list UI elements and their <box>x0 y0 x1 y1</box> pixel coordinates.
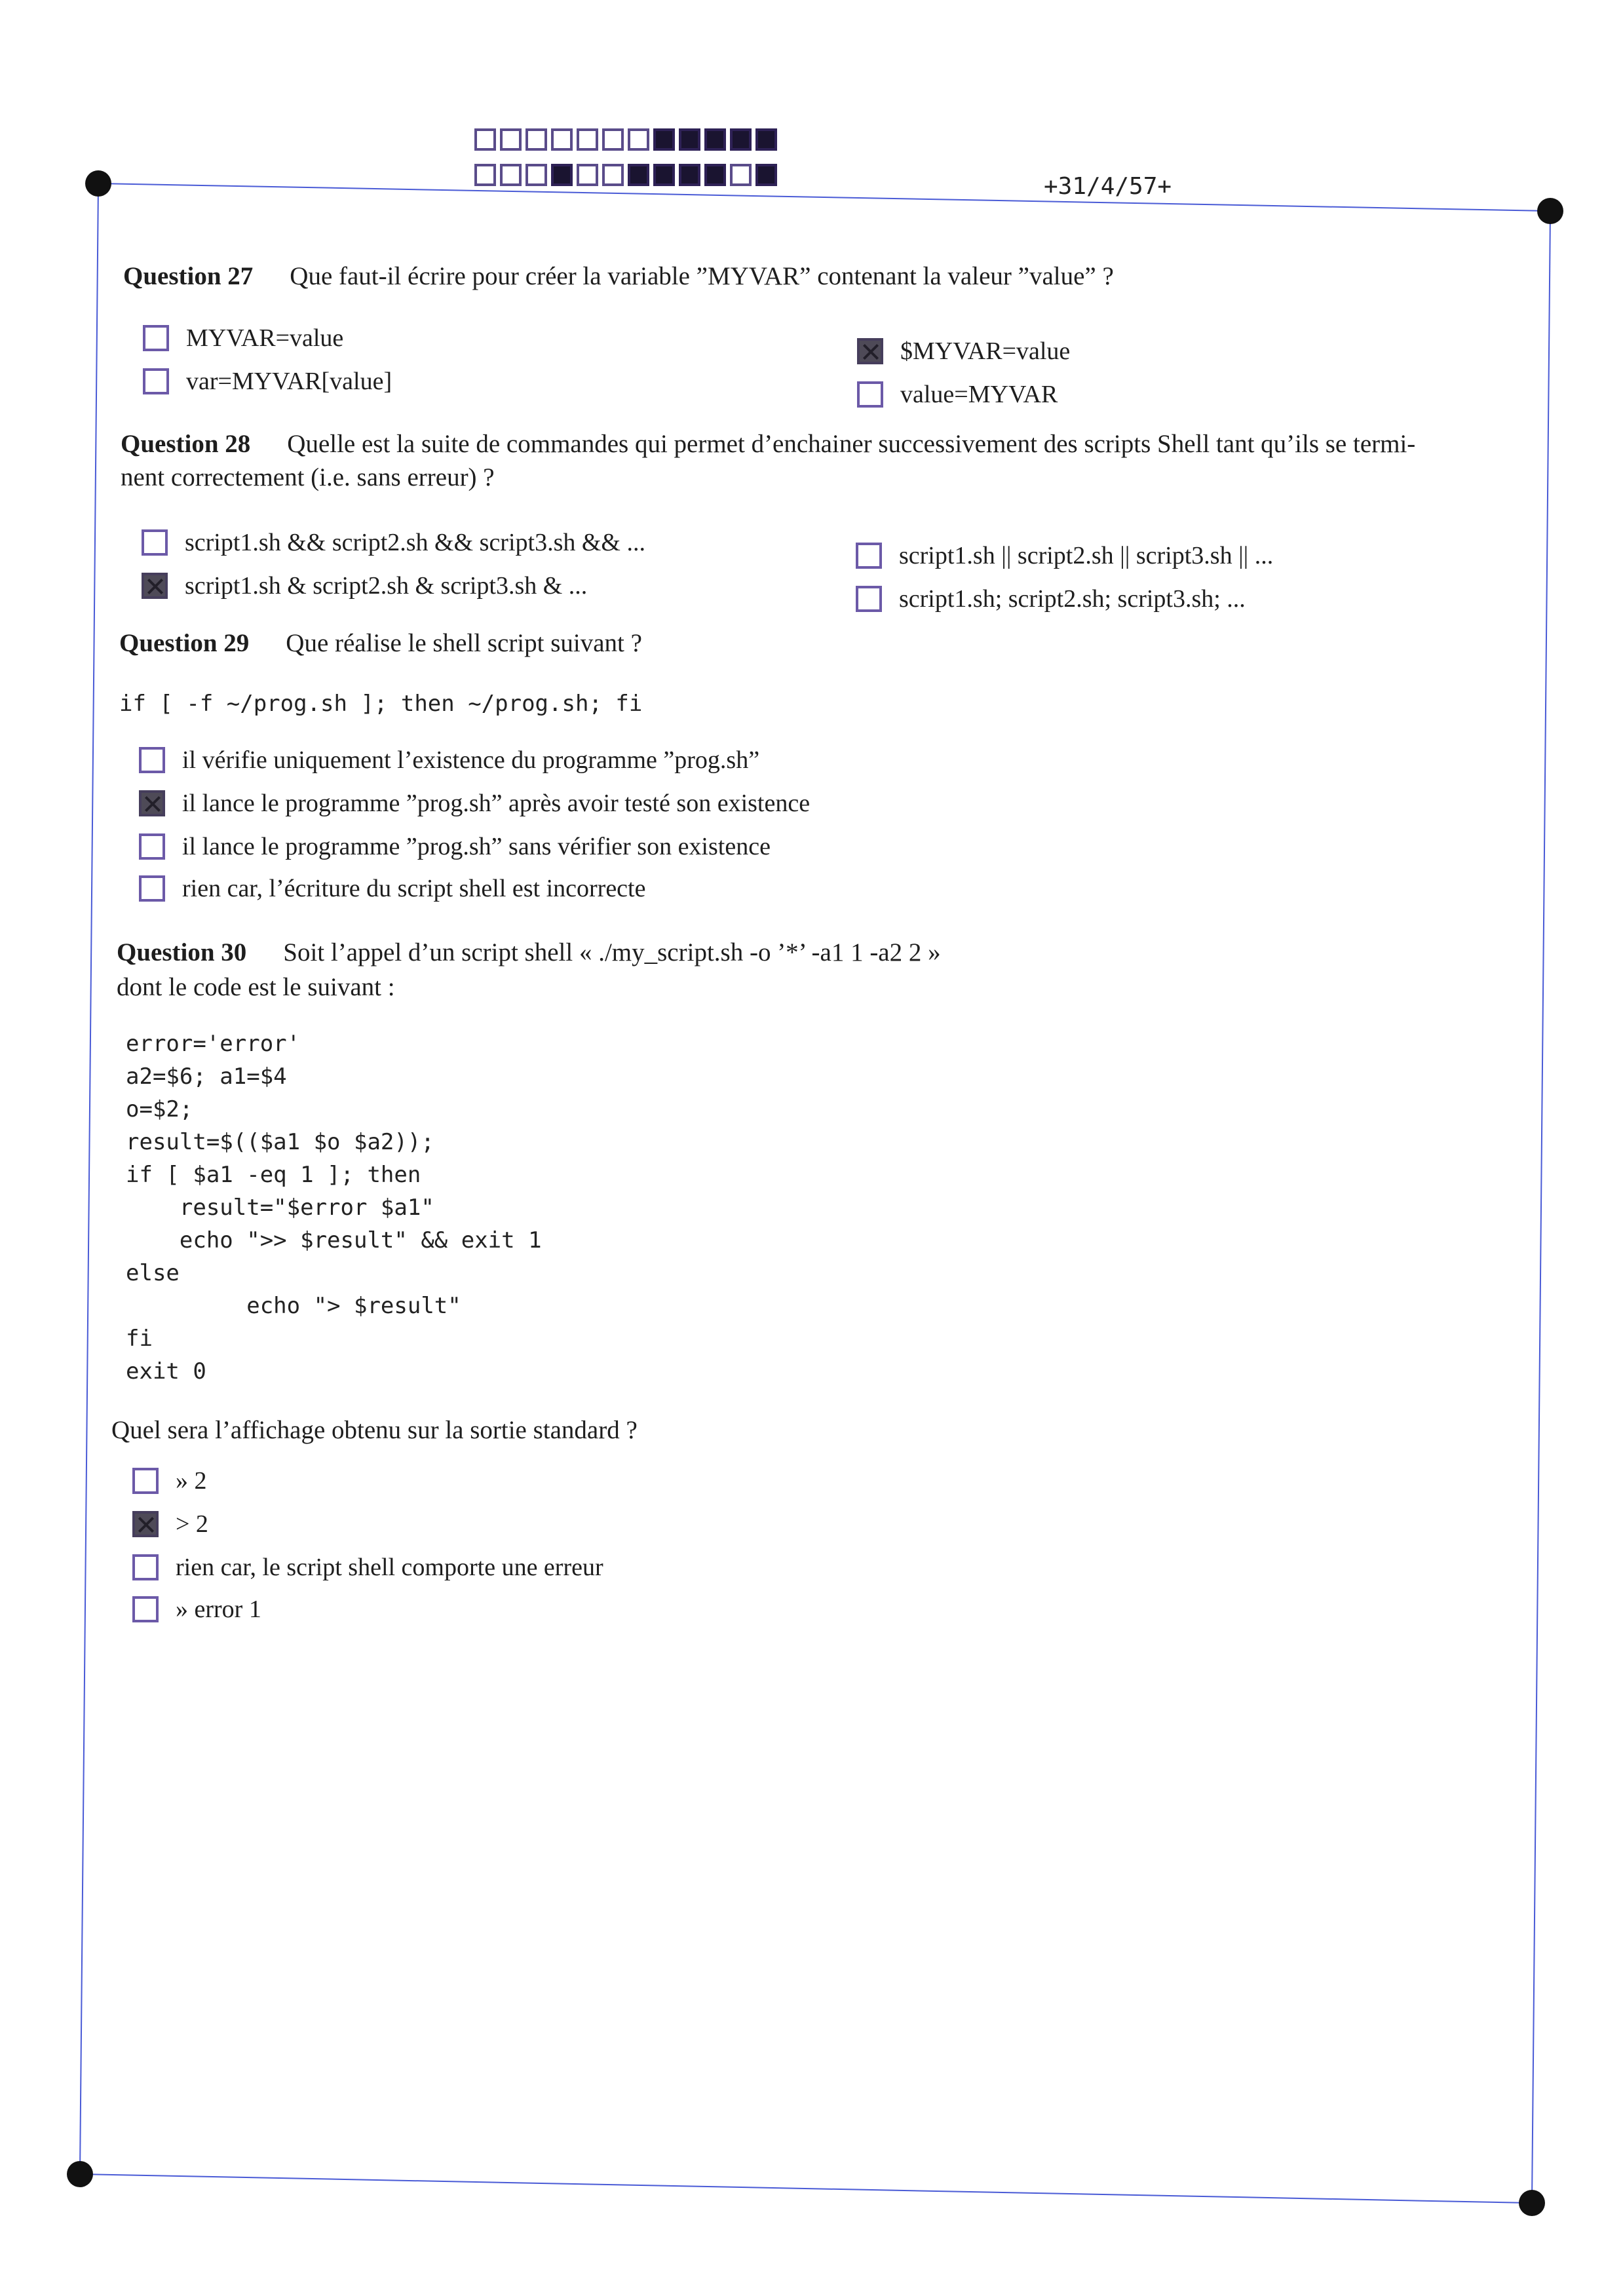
q29-option-2[interactable] <box>139 789 810 818</box>
q30-option-4[interactable] <box>132 1595 261 1624</box>
q28-option-1[interactable] <box>142 528 645 557</box>
barcode-cell-empty <box>628 128 649 151</box>
corner-mark-bottom-right <box>1519 2190 1545 2216</box>
q27-option-3[interactable] <box>857 337 1070 366</box>
question-30-followup: Quel sera l’affichage obtenu sur la sortie standard ? <box>111 1416 638 1444</box>
barcode-cell-empty <box>474 164 496 186</box>
checkbox-checked[interactable] <box>132 1511 159 1537</box>
question-27-label: Question 27 <box>123 262 254 290</box>
barcode-cell-filled <box>653 164 675 186</box>
barcode-cell-filled <box>679 164 700 186</box>
option-label: rien car, le script shell comporte une erreur <box>176 1554 603 1581</box>
barcode-cell-empty <box>500 128 522 151</box>
q29-option-1[interactable] <box>139 746 759 775</box>
option-label: > 2 <box>176 1510 208 1538</box>
code-line: echo "> $result" <box>246 1293 461 1319</box>
corner-mark-top-left <box>85 170 111 197</box>
code-line: exit 0 <box>126 1358 206 1385</box>
barcode-row-1 <box>474 128 781 151</box>
frame-bottom-line <box>80 2174 1532 2203</box>
q28-option-3[interactable] <box>856 541 1273 570</box>
barcode-cell-filled <box>730 128 752 151</box>
option-label: » 2 <box>176 1467 207 1495</box>
frame-left-line <box>80 183 98 2174</box>
option-label: » error 1 <box>176 1596 261 1623</box>
barcode-cell-empty <box>500 164 522 186</box>
option-label: value=MYVAR <box>900 381 1058 408</box>
frame-right-line <box>1532 211 1550 2203</box>
frame-top-line <box>98 183 1550 211</box>
question-28-text-line2: nent correctement (i.e. sans erreur) ? <box>121 463 495 491</box>
barcode-cell-empty <box>525 164 547 186</box>
checkbox-checked[interactable] <box>142 573 168 599</box>
barcode-cell-empty <box>577 128 598 151</box>
code-line: error='error' <box>126 1031 301 1057</box>
page-id: +31/4/57+ <box>1044 173 1172 200</box>
q29-option-4[interactable] <box>139 874 645 903</box>
option-label: script1.sh || script2.sh || script3.sh || ... <box>899 542 1274 569</box>
question-28-label: Question 28 <box>121 430 251 458</box>
barcode-cell-empty <box>474 128 496 151</box>
question-29-label: Question 29 <box>119 629 250 657</box>
q30-option-1[interactable] <box>132 1466 207 1495</box>
option-label: il lance le programme ”prog.sh” après avoir testé son existence <box>182 790 811 817</box>
barcode-cell-filled <box>679 128 700 151</box>
checkbox[interactable] <box>143 325 169 351</box>
option-label: MYVAR=value <box>186 324 344 352</box>
q27-option-4[interactable] <box>857 380 1058 409</box>
corner-mark-top-right <box>1537 198 1563 224</box>
barcode-cell-filled <box>704 128 726 151</box>
q28-option-4[interactable] <box>856 584 1246 613</box>
barcode-cell-empty <box>602 164 624 186</box>
checkbox[interactable] <box>142 529 168 556</box>
question-29-code: if [ -f ~/prog.sh ]; then ~/prog.sh; fi <box>119 691 643 717</box>
q29-option-3[interactable] <box>139 832 771 861</box>
barcode-cell-filled <box>653 128 675 151</box>
option-label: il vérifie uniquement l’existence du programme ”prog.sh” <box>182 746 760 774</box>
checkbox[interactable] <box>139 875 165 902</box>
q28-option-2[interactable] <box>142 571 587 600</box>
checkbox-checked[interactable] <box>857 338 883 364</box>
option-label: il lance le programme ”prog.sh” sans vérifier son existence <box>182 833 771 860</box>
checkbox[interactable] <box>139 833 165 860</box>
code-line: if [ $a1 -eq 1 ]; then <box>126 1162 421 1188</box>
barcode-cell-filled <box>755 128 777 151</box>
question-28-heading <box>121 430 1415 459</box>
question-30-heading <box>117 938 941 968</box>
question-28-text-line1: Quelle est la suite de commandes qui permet d’enchainer successivement des scripts Shell tant qu’ils se termi- <box>287 430 1416 458</box>
checkbox[interactable] <box>857 381 883 408</box>
code-line: a2=$6; a1=$4 <box>126 1063 287 1090</box>
question-29-text: Que réalise le shell script suivant ? <box>286 629 642 657</box>
barcode-cell-empty <box>602 128 624 151</box>
question-27-text: Que faut-il écrire pour créer la variable ”MYVAR” contenant la valeur ”value” ? <box>290 262 1114 290</box>
option-label: $MYVAR=value <box>900 337 1071 365</box>
corner-mark-bottom-left <box>67 2161 93 2187</box>
q27-option-2[interactable] <box>143 367 392 396</box>
q30-option-2[interactable] <box>132 1510 208 1539</box>
code-line: result=$(($a1 $o $a2)); <box>126 1129 434 1155</box>
q27-option-1[interactable] <box>143 324 343 353</box>
barcode-row-2 <box>474 164 781 186</box>
question-27-heading <box>123 262 1114 292</box>
barcode-cell-filled <box>628 164 649 186</box>
option-label: script1.sh & script2.sh & script3.sh & ... <box>185 572 588 600</box>
question-30-text-line1: Soit l’appel d’un script shell « ./my_script.sh -o ’*’ -a1 1 -a2 2 » <box>283 938 941 966</box>
checkbox[interactable] <box>856 586 882 612</box>
checkbox[interactable] <box>132 1554 159 1580</box>
option-label: var=MYVAR[value] <box>186 368 392 395</box>
barcode-cell-filled <box>755 164 777 186</box>
barcode-cell-empty <box>551 128 573 151</box>
code-line: result="$error $a1" <box>179 1195 434 1221</box>
code-line: else <box>126 1260 180 1286</box>
checkbox-checked[interactable] <box>139 790 165 816</box>
checkbox[interactable] <box>139 747 165 773</box>
checkbox[interactable] <box>132 1468 159 1494</box>
barcode-cell-empty <box>525 128 547 151</box>
option-label: script1.sh; script2.sh; script3.sh; ... <box>899 585 1246 613</box>
code-line: o=$2; <box>126 1096 193 1122</box>
barcode-cell-empty <box>577 164 598 186</box>
question-30-code-block <box>126 1027 542 1388</box>
checkbox[interactable] <box>856 543 882 569</box>
checkbox[interactable] <box>132 1596 159 1622</box>
option-label: script1.sh && script2.sh && script3.sh && ... <box>185 529 645 556</box>
code-line: fi <box>126 1326 153 1352</box>
question-30-text-line2: dont le code est le suivant : <box>117 973 395 1001</box>
question-30-label: Question 30 <box>117 938 247 966</box>
barcode-cell-filled <box>704 164 726 186</box>
barcode-cell-filled <box>551 164 573 186</box>
checkbox[interactable] <box>143 368 169 394</box>
question-29-heading <box>119 629 642 659</box>
q30-option-3[interactable] <box>132 1553 603 1582</box>
option-label: rien car, l’écriture du script shell est incorrecte <box>182 875 646 902</box>
barcode-cell-empty <box>730 164 752 186</box>
code-line: echo ">> $result" && exit 1 <box>179 1227 542 1253</box>
